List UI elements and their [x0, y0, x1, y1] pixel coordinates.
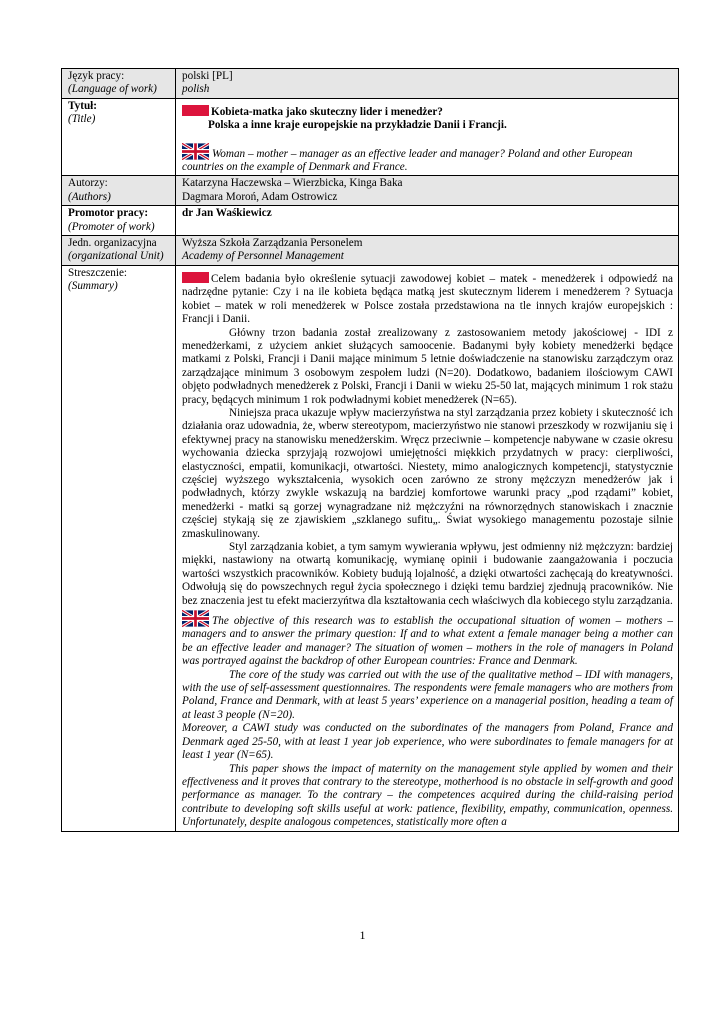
promoter-label-cell [62, 206, 176, 236]
title-label-cell [62, 98, 176, 176]
summary-pl-paragraph-3: Niniejsza praca ukazuje wpływ macierzyństwa na styl zarządzania przez kobiety i skuteczność ich działania oraz udowadnia, że, wberw stereotypom, macierzyństwo nie stanowi przeszkody w rozwijaniu się i efektywnej pracy na stanowisku menedżerskim. Wręcz przeciwnie – kompetencje nabywane w czasie okresu wychowania dziecka sprzyjają rozwojowi umiejętności miękkich przydatnych w pracy: cierpliwości, elastyczności, empatii, komunikacji, otwartości. Niestety, mimo analogicznych kompetencji, statystycznie częściej wyższego wykształcenia, wysokich ocen zarówno ze strony mężczyzn menedżerów jak i podwładnych, którzy zwykle wskazują na bardziej komfortowe warunki pracy „pod rządami” kobiet, menedżerki - matki są gorzej wynagradzane niż mężczyźni na równorzędnych stanowiskach i znacznie częściej stykają się ze zjawiskiem „szklanego sufitu„. Świat wysokiego managementu pozostaje silnie zmaskulinowany. [182, 406, 673, 540]
summary-en-paragraph-4: This paper shows the impact of maternity on the management style applied by women and their effectiveness and it proves that contrary to the stereotype, motherhood is no obstacle in self-growth and good performance as manager. To the contrary – the competences acquired during the child-raising period contribute to developing soft skills useful at work: patience, flexibility, empathy, communication, openness. Unfortunately, despite analogous competences, statistically more often a [182, 762, 673, 829]
authors-value-cell [176, 176, 679, 206]
summary-en-paragraph-3: Moreover, a CAWI study was conducted on the subordinates of the managers from Poland, France and Denmark aged 25-50, with at least 1 year job experience, who were subordinates to female managers for at least 1 year (N=65). [182, 722, 673, 762]
unit-label-en: (organizational Unit) [68, 250, 164, 263]
title-pl-line1-wrap [182, 105, 673, 119]
uk-flag-icon [182, 610, 209, 627]
summary-pl-paragraph-4: Styl zarządzania kobiet, a tym samym wywierania wpływu, jest odmienny niż mężczyzn: bardziej miękki, nastawiony na otwartą komunikację, wymianę opinii i budowanie zaangażowania i poczucia wartości wszystkich pracowników. Kobiety budują lojalność, a dzięki otwartości zachęcają do kreatywności. Odwołują się do powszechnych reguł życia społecznego i dzięki temu bardziej zjednują pracowników. Nie bez znaczenia jest tu efekt macierzyńtwa dla kształtowania cech właściwych dla kobiecego stylu zarządzania. [182, 541, 673, 607]
title-pl-line2: Polska a inne kraje europejskie na przykładzie Danii i Francji. [208, 119, 507, 132]
summary-label: Streszczenie: [68, 266, 128, 279]
authors-line2: Dagmara Moroń, Adam Ostrowicz [182, 190, 338, 203]
title-label-en: (Title) [68, 113, 96, 126]
title-en: Woman – mother – manager as an effective leader and manager? Poland and other European countries on the example of Denmark and France. [182, 143, 673, 175]
promoter-label: Promotor pracy: [68, 207, 149, 220]
title-value-cell [176, 98, 679, 176]
authors-label: Autorzy: [68, 177, 108, 190]
unit-value-en: Academy of Personnel Management [182, 250, 344, 263]
title-label: Tytuł: [68, 99, 98, 112]
promoter-value-cell [176, 206, 679, 236]
summary-row [62, 265, 679, 831]
authors-row [62, 176, 679, 206]
authors-label-en: (Authors) [68, 190, 111, 203]
language-value-cell [176, 69, 679, 99]
unit-value: Wyższa Szkoła Zarządzania Personelem [182, 237, 363, 250]
promoter-label-en: (Promoter of work) [68, 220, 155, 233]
language-label-en: (Language of work) [68, 83, 157, 96]
summary-value-cell [176, 265, 679, 831]
promoter-row [62, 206, 679, 236]
title-pl-line1: Kobieta-matka jako skuteczny lider i menedżer? [211, 105, 443, 118]
unit-value-cell [176, 236, 679, 266]
unit-label-cell [62, 236, 176, 266]
summary-label-en: (Summary) [68, 280, 118, 293]
title-row [62, 98, 679, 176]
language-label: Język pracy: [68, 70, 125, 82]
summary-pl-paragraph-1: Celem badania było określenie sytuacji zawodowej kobiet – matek - menedżerek i odpowiedź na nadrzędne pytanie: Czy i na ile kobieta będąca matką jest skutecznym liderem i menedżerem ? Sytuacja kobiet – matek w roli menedżerek w Polsce została przedstawiona na tle innych krajów europejskich : Francji i Danii. [182, 272, 673, 326]
summary-pl-paragraph-2: Główny trzon badania został zrealizowany z zastosowaniem metody jakościowej - IDI z menedżerkami, z użyciem ankiet służących samoocenie. Badanymi były kobiety menedżerki będące matkami z Polski, Francji i Danii mające minimum 5 letnie doświadczenie na stanowisku zarządczym oraz zarządzające minimum 3 osobowym zespołem ludzi (N=20). Dodatkowo, badaniem ilościowym CAWI objęto podwładnych menedżerek z Polski, Francji i Danii w wieku 25-50 lat, mających minimum 1 rok stażu pracy, będących minimum 1 rok podwładnymi kobiet menedżerek (N=65). [182, 326, 673, 406]
language-label-cell [62, 69, 176, 99]
thesis-metadata-table [61, 68, 679, 832]
unit-row [62, 236, 679, 266]
unit-label: Jedn. organizacyjna [68, 237, 157, 250]
summary-label-cell [62, 265, 176, 831]
promoter-value: dr Jan Waśkiewicz [182, 207, 272, 220]
polish-flag-icon [182, 272, 209, 283]
language-row [62, 69, 679, 99]
authors-line1: Katarzyna Haczewska – Wierzbicka, Kinga Baka [182, 177, 403, 190]
uk-flag-icon [182, 143, 209, 160]
language-value-en: polish [182, 83, 210, 96]
authors-label-cell [62, 176, 176, 206]
language-value: polski [PL] [182, 70, 233, 82]
polish-flag-icon [182, 105, 209, 116]
page-number: 1 [359, 928, 366, 942]
summary-en-paragraph-2: The core of the study was carried out with the use of the qualitative method – IDI with managers, with the use of self-assessment questionnaires. The respondents were female managers who are mothers from Poland, France and Denmark, with at least 5 years’ experience on a managerial position, heading a team of at least 3 people (N=20). [182, 668, 673, 721]
summary-en-paragraph-1: The objective of this research was to establish the occupational situation of women – mothers – managers and to answer the primary question: If and to what extent a female manager being a mother can be an effective leader and manager? The situation of women – mothers in the role of managers in Poland was portrayed against the backdrop of other European countries: France and Denmark. [182, 610, 673, 669]
